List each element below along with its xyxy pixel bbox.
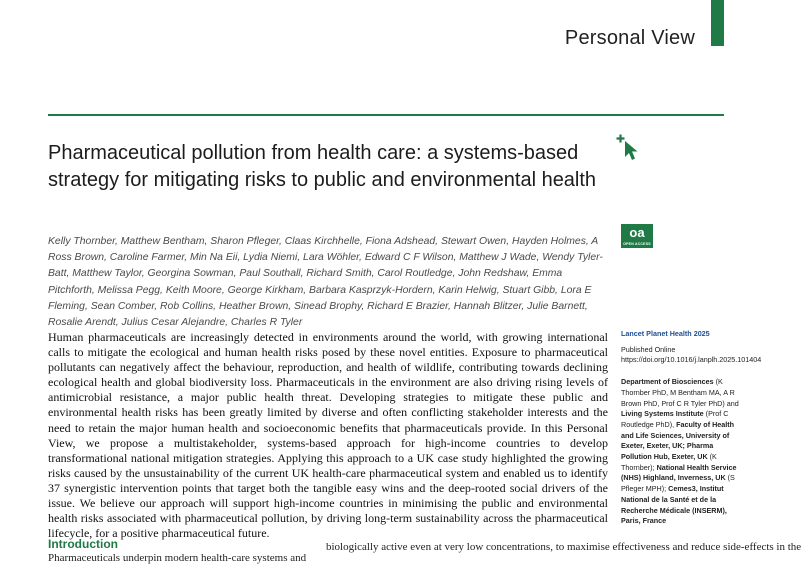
column-two-text: biologically active even at very low concentrations, to maximise effectiveness and reduce side-effects in the	[326, 541, 801, 553]
header-rule	[48, 114, 724, 116]
affiliation-segment: Cemes3, Institut National de la Santé et de la Recherche Médicale (INSERM), Paris, France	[621, 484, 727, 526]
affiliation-segment: (K Thornber);	[621, 452, 717, 472]
affiliations	[621, 377, 739, 527]
affiliation-segment: Department of Biosciences	[621, 377, 714, 387]
journal-citation: Lancet Planet Health 2025	[621, 329, 710, 338]
introduction-text: Pharmaceuticals underpin modern health-care systems and	[48, 552, 307, 564]
crossmark-icon[interactable]	[616, 134, 640, 160]
oa-label: oa	[629, 225, 645, 240]
oa-sublabel: OPEN ACCESS	[623, 242, 651, 246]
affiliation-segment: Living Systems Institute	[621, 409, 704, 419]
doi-link[interactable]: https://doi.org/10.1016/j.lanplh.2025.101404	[621, 355, 762, 365]
abstract: Human pharmaceuticals are increasingly detected in environments around the world, with growing international calls to mitigate the ecological and human health risks posed by these novel entities. Exposure to pharmaceutical pollutants can negatively affect the behaviour, reproduction, and health of wildlife, contributing towards declining ecological health and global biodiversity loss. Pharmaceuticals in the environment are also driving rising levels of antimicrobial resistance, a major public health threat. Developing strategies to mitigate these public and environmental health risks has been greatly limited by diverse and often conflicting stakeholder interests and the need to retain the major human health and socioeconomic benefits that pharmaceuticals provide. In this Personal View, we propose a multistakeholder, systems-based approach for high-income countries to develop transformational national mitigation strategies. Applying this approach to a UK case study highlighted the growing risks caused by the unsustainability of the current UK health-care pharmaceutical system and enabled us to identify 37 synergistic intervention points that target both the tangible easy wins and the deep-rooted social drivers of the issue. We believe our approach will support high-income countries in minimising the public and environmental health risks associated with pharmaceutical pollution, by driving long-term sustainability across the pharmaceutical lifecycle, for a positive pharmaceutical future.	[48, 330, 608, 541]
affiliation-segment: National Health Service (NHS) Highland, Inverness, UK	[621, 462, 737, 483]
introduction-heading: Introduction	[48, 537, 118, 551]
affiliation-segment: (K Thornber PhD, M Bentham MA, A R Brown PhD, Prof C R Tyler PhD) and	[621, 377, 739, 408]
affiliation-segment: (Prof C Routledge PhD),	[621, 409, 729, 429]
article-title: Pharmaceutical pollution from health care: a systems-based strategy for mitigating risks to public and environmental health	[48, 142, 597, 191]
affiliation-segment: (S Pfleger MPH);	[621, 473, 735, 494]
author-list: Kelly Thornber, Matthew Bentham, Sharon Pfleger, Claas Kirchhelle, Fiona Adshead, Stewart Owen, Hayden Holmes, A Ross Brown, Caroline Farmer, Min Na Eii, Lydia Niemi, Lara Wöhler, Edward C F Wilson, Matthew J Wade, Wendy Tyler-Batt, Matthew Taylor, Georgina Sowman, Paul Southall, Richard Smith, Carol Routledge, John Redshaw, Emma Pitchforth, Melissa Pegg, Keith Moore, George Kirkham, Barbara Kasprzyk-Hordern, Karin Helwig, Stuart Gibb, Lora E Fleming, Sean Comber, Rob Collins, Heather Brown, Sinead Brophy, Richard E Brazier, Hannah Blitzer, Julie Barnett, Rosalie Arendt, Julius Cesar Alejandre, Charles R Tyler	[48, 236, 603, 329]
article-sidebar	[621, 329, 762, 527]
affiliation-segment: Faculty of Health and Life Sciences, University of Exeter, Exeter, UK; Pharma Pollution Hub, Exeter, UK	[621, 419, 735, 462]
section-label: Personal View	[564, 27, 695, 49]
section-color-tab	[711, 0, 724, 46]
open-access-badge	[621, 224, 653, 248]
published-online-label: Published Online	[621, 344, 676, 354]
